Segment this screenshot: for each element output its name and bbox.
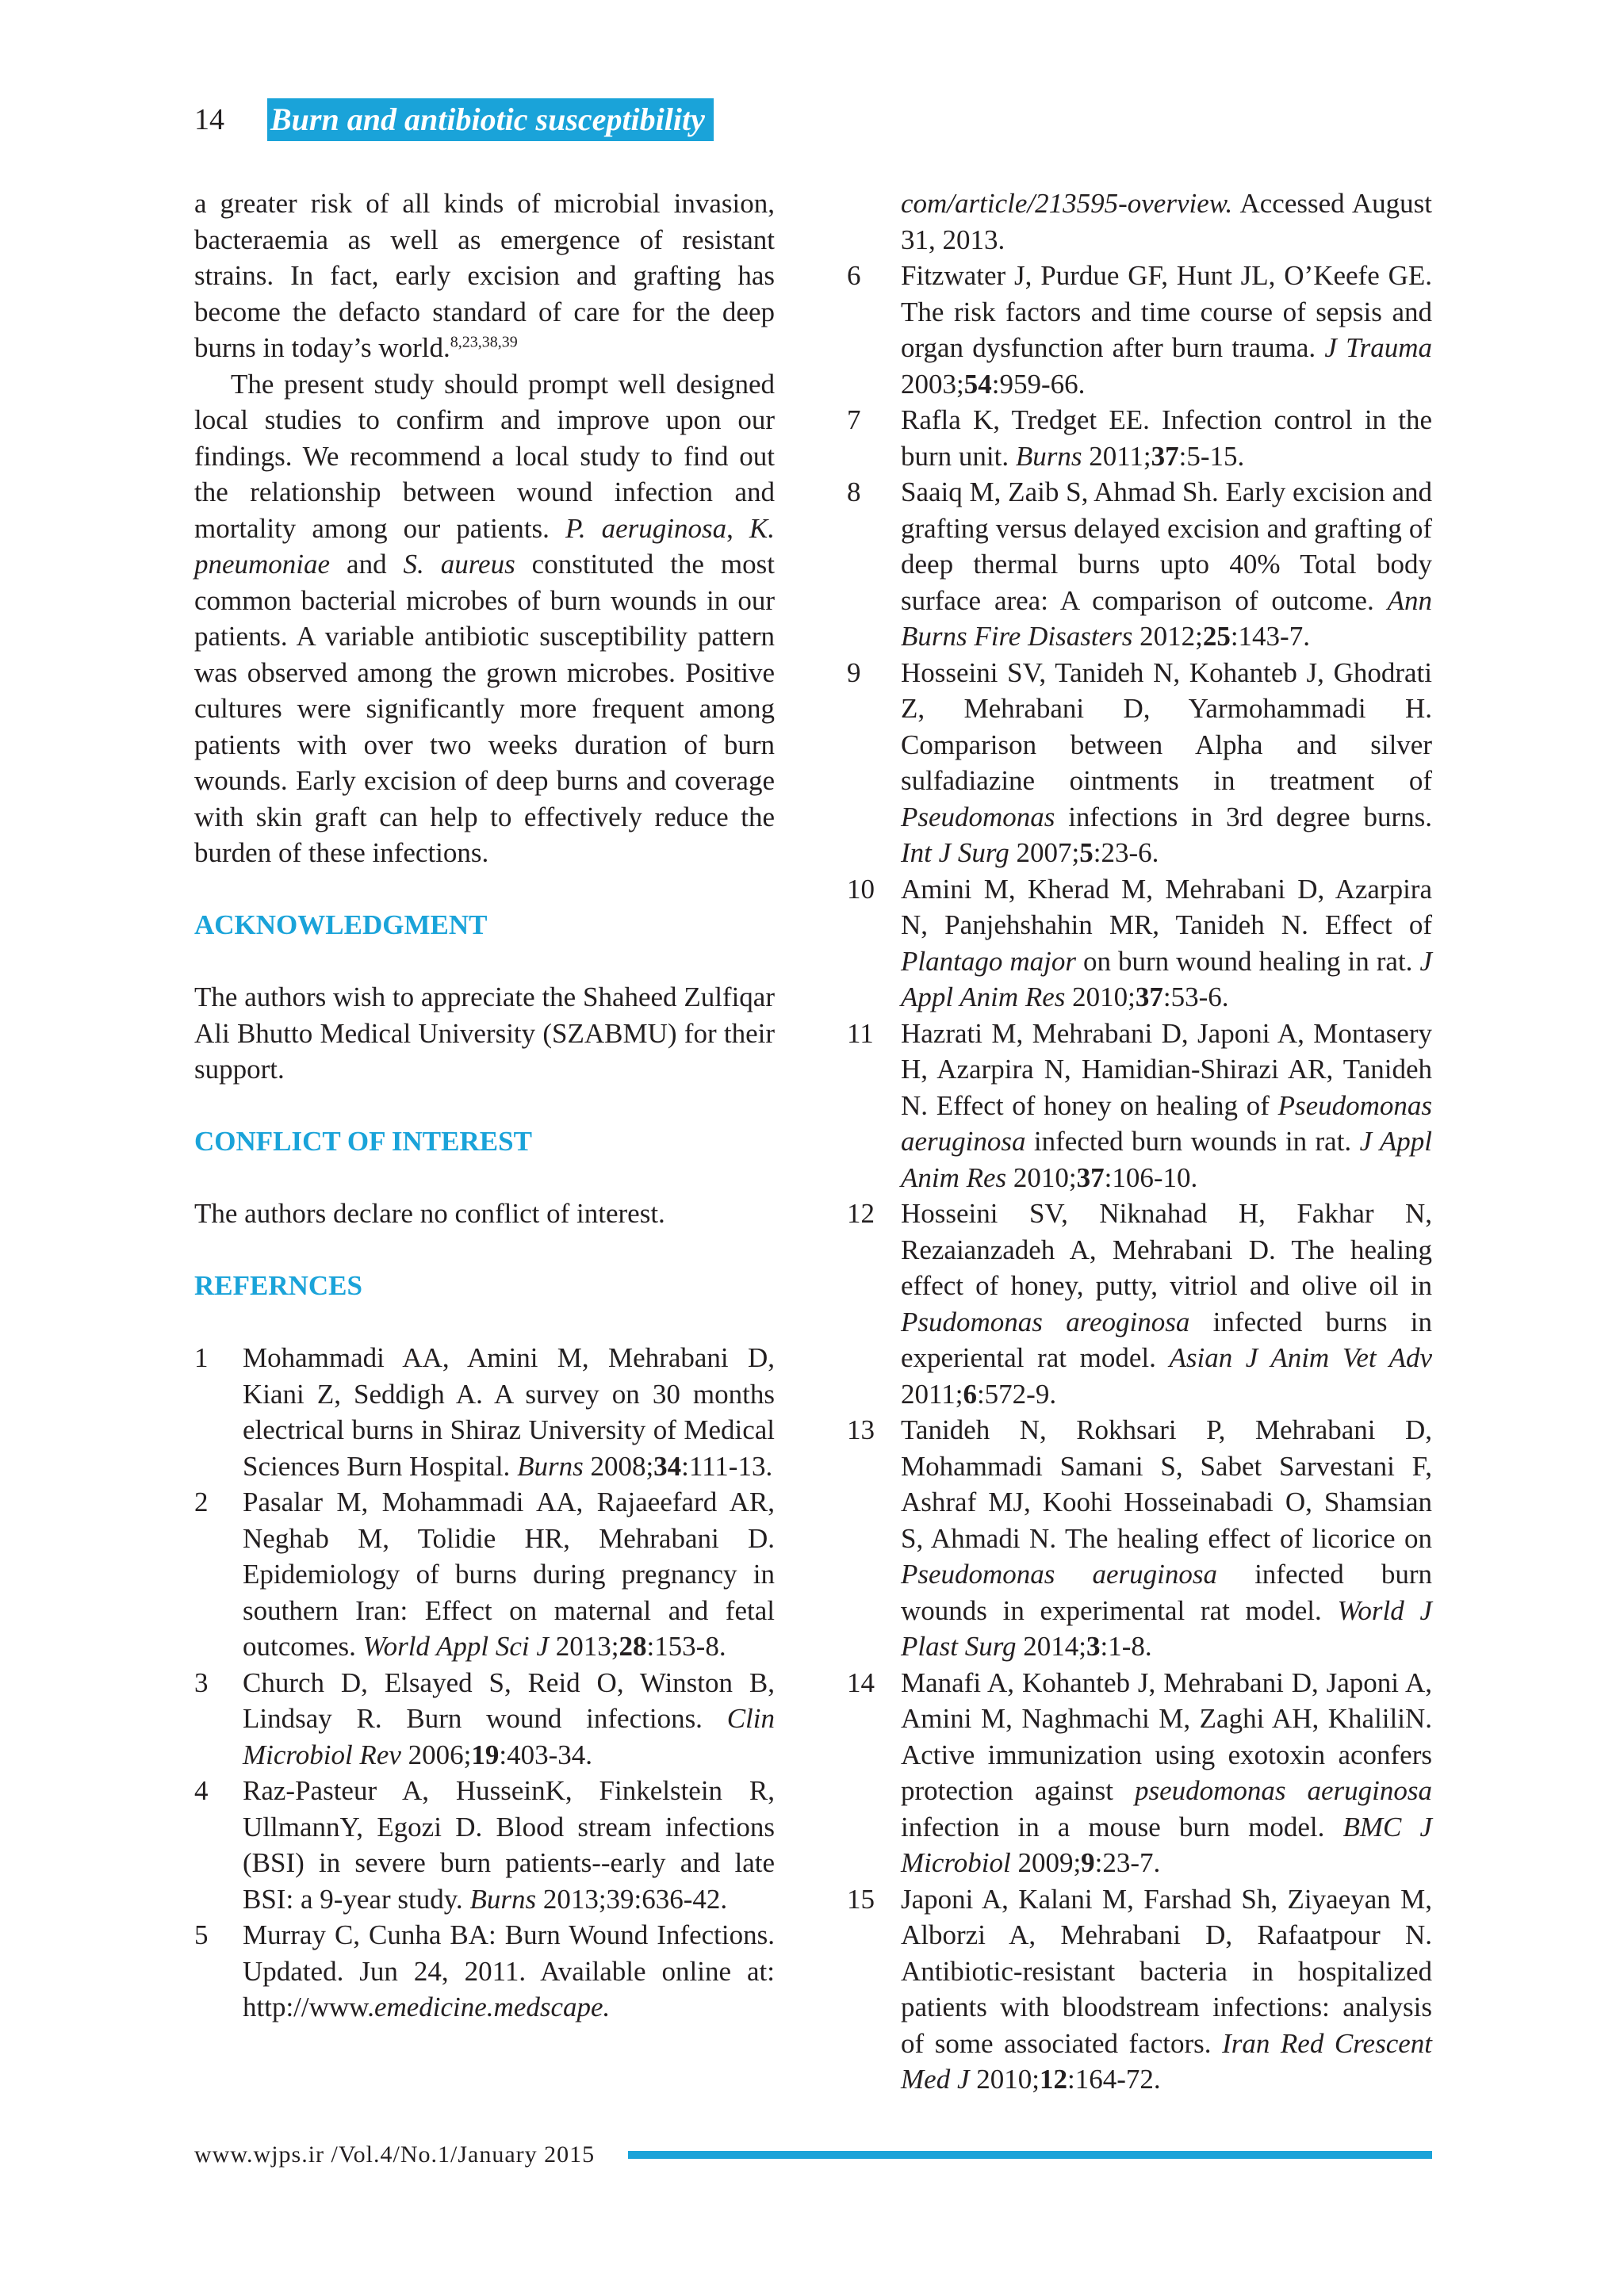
footer-rule	[628, 2151, 1432, 2159]
reference-item: 15 Japoni A, Kalani M, Farshad Sh, Ziyaeyan M, Alborzi A, Mehrabani D, Rafaatpour N. Antibiotic-resistant bacteria in hospitalized patients with bloodstream infections: analysis of some associated factors. Iran Red Crescent Med J 2010;12:164-72.	[847, 1883, 1432, 2095]
reference-item: 13 Tanideh N, Rokhsari P, Mehrabani D, Mohammadi Samani S, Sabet Sarvestani F, Ashraf MJ, Koohi Hosseinabadi O, Shamsian S, Ahmadi N. The healing effect of licorice on Pseudomonas aeruginosa infected burn wounds in experimental rat model. World J Plast Surg 2014;3:1-8.	[847, 1414, 1432, 1662]
body-paragraph: The present study should prompt well designed local studies to confirm and improve upon our findings. We recommend a local study to find out the relationship between wound infection and mortality among our patients. P. aeruginosa, K. pneumoniae and S. aureus constituted the most common bacterial microbes of burn wounds in our patients. A variable antibiotic susceptibility pattern was observed among the grown microbes. Positive cultures were significantly more frequent among patients with over two weeks duration of burn wounds. Early excision of deep burns and coverage with skin graft can help to effectively reduce the burden of these infections.	[194, 368, 775, 868]
references-heading: REFERNCES	[194, 1270, 362, 1301]
reference-item: 4 Raz-Pasteur A, HusseinK, Finkelstein R, UllmannY, Egozi D. Blood stream infections (BSI) in severe burn patients--early and late BSI: a 9-year study. Burns 2013;39:636-42.	[194, 1775, 775, 1915]
reference-item: 9 Hosseini SV, Tanideh N, Kohanteb J, Ghodrati Z, Mehrabani D, Yarmohammadi H. Comparison between Alpha and silver sulfadiazine ointments in treatment of Pseudomonas infections in 3rd degree burns. Int J Surg 2007;5:23-6.	[847, 656, 1432, 868]
body-paragraph: a greater risk of all kinds of microbial invasion, bacteraemia as well as emergence of resistant strains. In fact, early excision and grafting has become the defacto standard of care for the deep burns in today’s world.$^{8,23,38,39}$	[194, 188, 775, 363]
reference-item: 12 Hosseini SV, Niknahad H, Fakhar N, Rezaianzadeh A, Mehrabani D. The healing effect of honey, putty, vitriol and olive oil in Psudomonas areoginosa infected burns in experiental rat model. Asian J Anim Vet Adv 2011;6:572-9.	[847, 1198, 1432, 1410]
acknowledgment-text: The authors wish to appreciate the Shaheed Zulfiqar Ali Bhutto Medical University (SZABMU) for their support.	[194, 982, 775, 1085]
conflict-heading: CONFLICT OF INTEREST	[194, 1126, 532, 1157]
footer-url: www.wjps.ir /Vol.4/No.1/January 2015	[194, 2141, 596, 2168]
reference-continuation: com/article/213595-overview. Accessed August 31, 2013.	[901, 188, 1432, 255]
reference-list	[847, 258, 1432, 2098]
page-number: 14	[194, 103, 224, 136]
reference-item: 3 Church D, Elsayed S, Reid O, Winston B, Lindsay R. Burn wound infections. Clin Microbiol Rev 2006;19:403-34.	[194, 1667, 775, 1770]
running-title: Burn and antibiotic susceptibility	[267, 98, 714, 141]
reference-item: 5 Murray C, Cunha BA: Burn Wound Infections. Updated. Jun 24, 2011. Available online at: http://www.emedicine.medscape.	[194, 1919, 775, 2022]
reference-item: 1 Mohammadi AA, Amini M, Mehrabani D, Kiani Z, Seddigh A. A survey on 30 months electrical burns in Shiraz University of Medical Sciences Burn Hospital. Burns 2008;34:111-13.	[194, 1342, 775, 1482]
running-header	[194, 98, 714, 141]
reference-item: 10 Amini M, Kherad M, Mehrabani D, Azarpira N, Panjehshahin MR, Tanideh N. Effect of Plantago major on burn wound healing in rat. J Appl Anim Res 2010;37:53-6.	[847, 873, 1432, 1012]
right-column	[847, 186, 1432, 2098]
reference-item: 14 Manafi A, Kohanteb J, Mehrabani D, Japoni A, Amini M, Naghmachi M, Zaghi AH, KhaliliN. Active immunization using exotoxin aconfers protection against pseudomonas aeruginosa infection in a mouse burn model. BMC J Microbiol 2009;9:23-7.	[847, 1667, 1432, 1878]
reference-item: 11 Hazrati M, Mehrabani D, Japoni A, Montasery H, Azarpira N, Hamidian-Shirazi AR, Tanideh N. Effect of honey on healing of Pseudomonas aeruginosa infected burn wounds in rat. J Appl Anim Res 2010;37:106-10.	[847, 1017, 1432, 1193]
conflict-text: The authors declare no conflict of interest.	[194, 1198, 665, 1229]
reference-item: 7 Rafla K, Tredget EE. Infection control in the burn unit. Burns 2011;37:5-15.	[847, 404, 1432, 472]
reference-item: 2 Pasalar M, Mohammadi AA, Rajaeefard AR, Neghab M, Tolidie HR, Mehrabani D. Epidemiology of burns during pregnancy in southern Iran: Effect on maternal and fetal outcomes. World Appl Sci J 2013;28:153-8.	[194, 1487, 775, 1662]
reference-item: 8 Saaiq M, Zaib S, Ahmad Sh. Early excision and grafting versus delayed excision and grafting of deep thermal burns upto 40% Total body surface area: A comparison of outcome. Ann Burns Fire Disasters 2012;25:143-7.	[847, 476, 1432, 652]
reference-list	[194, 1340, 775, 2026]
left-column	[194, 186, 775, 2026]
page-footer	[194, 2141, 1432, 2168]
reference-item: 6 Fitzwater J, Purdue GF, Hunt JL, O’Keefe GE. The risk factors and time course of sepsis and organ dysfunction after burn trauma. J Trauma 2003;54:959-66.	[847, 260, 1432, 400]
acknowledgment-heading: ACKNOWLEDGMENT	[194, 909, 488, 940]
citation-superscript: 8,23,38,39	[450, 333, 518, 351]
